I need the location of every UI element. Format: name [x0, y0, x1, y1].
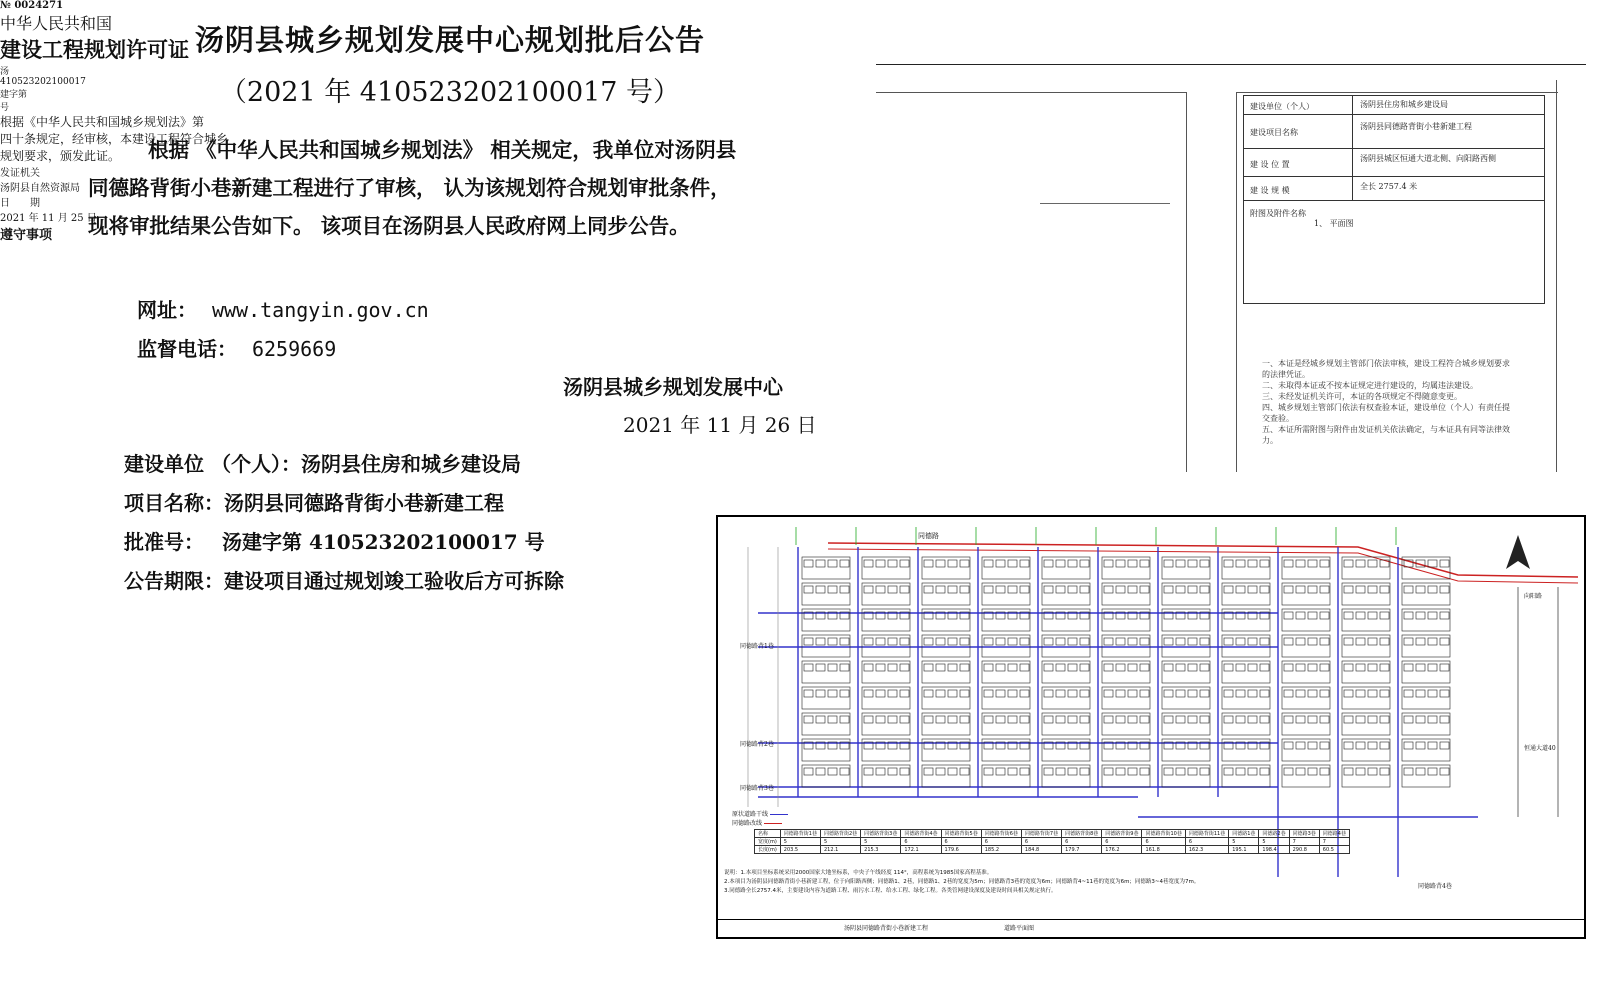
lane-table-cell: 198.4 — [1259, 846, 1289, 854]
permit-rule: 交查验。 — [1262, 414, 1294, 423]
map-note: 3.同德路全长2757.4米，主要建设内容为道路工程、雨污水工程、给水工程、绿化工程。各类管网建设深度及建设时间具相关规定执行。 — [724, 888, 1057, 894]
map-title-project: 汤阴县同德路背街小巷新建工程 — [844, 925, 929, 932]
permit-rules-list — [1262, 358, 1552, 446]
lane-table-header-row — [755, 830, 1350, 838]
permit-table-value: 全长 2757.4 米 — [1360, 182, 1418, 191]
lane-table-cell: 6 — [1142, 838, 1185, 846]
permit-attachments-label: 附图及附件名称 — [1250, 209, 1306, 218]
lane-table-cell: 7 — [1289, 838, 1319, 846]
permit-rule: 力。 — [1262, 436, 1278, 445]
phone-row — [137, 333, 336, 362]
permit-table-label: 建 设 规 模 — [1250, 186, 1290, 195]
notice-subtitle: （2021 年 410523202100017 号） — [219, 77, 681, 108]
lane-table-header-cell: 名称 — [755, 830, 781, 838]
permit-table-value: 汤阴县城区恒通大道北侧、向阳路西侧 — [1360, 154, 1496, 163]
permit-table-label: 建设项目名称 — [1250, 128, 1298, 137]
permit-attachments: 1、 平面图 — [1314, 219, 1354, 228]
lane-table-cell: 7 — [1319, 838, 1349, 846]
legend-item — [732, 818, 788, 827]
lane-table-cell: 215.3 — [861, 846, 901, 854]
lane-table-cell: 长度(m) — [755, 846, 781, 854]
legend-swatch — [770, 814, 788, 815]
permit-inner-border-right — [1236, 92, 1237, 472]
field-approval-label: 批准号： — [124, 530, 204, 554]
lane-table-length-row — [755, 846, 1350, 854]
map-label-lane-3: 同德路背3巷 — [740, 785, 774, 792]
permit-inner-border-left-top — [876, 92, 1186, 93]
permit-number-underline — [1040, 203, 1170, 204]
lane-table-cell: 6 — [1062, 838, 1102, 846]
permit-info-table — [1243, 95, 1545, 304]
lane-table-cell: 179.6 — [941, 846, 981, 854]
map-legend — [732, 809, 788, 827]
map-notes — [724, 869, 1344, 896]
lane-table-cell: 161.8 — [1142, 846, 1185, 854]
legend-label: 同德路改线 — [732, 820, 763, 827]
notice-title: 汤阴县城乡规划发展中心规划批后公告 — [194, 23, 705, 57]
permit-issuer-label: 发证机关 — [0, 168, 40, 179]
legend-item — [732, 809, 788, 818]
lane-table-cell: 5 — [1229, 838, 1259, 846]
lane-table-cell: 203.5 — [780, 846, 820, 854]
map-label-lane-4: 同德路背4巷 — [1418, 883, 1452, 890]
permit-title: 建设工程规划许可证 — [0, 37, 189, 62]
permit-table-row — [1244, 177, 1544, 201]
permit-table-value: 汤阴县同德路背街小巷新建工程 — [1360, 122, 1472, 131]
permit-body-line-1: 根据《中华人民共和国城乡规划法》第 — [0, 115, 205, 129]
permit-right-edge — [1556, 80, 1557, 472]
lane-table-cell: 6 — [1185, 838, 1228, 846]
lane-table-cell: 60.5 — [1319, 846, 1349, 854]
lane-table-cell: 6 — [941, 838, 981, 846]
permit-top-border — [876, 64, 1586, 65]
phone-number: 6259669 — [251, 337, 337, 361]
map-title-block — [718, 919, 1584, 936]
website-row — [137, 294, 429, 323]
lane-table-cell: 6 — [981, 838, 1021, 846]
lane-table-cell: 5 — [1259, 838, 1289, 846]
field-builder-label: 建设单位 （个人）： — [124, 452, 301, 476]
lane-table-cell: 212.1 — [820, 846, 860, 854]
permit-number-prefix: 汤 — [0, 67, 10, 77]
lane-table-cell: 6 — [901, 838, 941, 846]
field-project — [124, 487, 504, 516]
permit-rule: 的法律凭证。 — [1262, 370, 1310, 379]
legend-label: 原状道路干线 — [732, 811, 769, 818]
lane-table-header-cell: 同德路背街10巷 — [1142, 830, 1185, 838]
lane-table-cell: 176.2 — [1102, 846, 1142, 854]
website-label: 网址： — [137, 298, 197, 322]
lane-table-cell: 195.1 — [1229, 846, 1259, 854]
legend-swatch — [764, 823, 782, 824]
permit-table-row — [1244, 115, 1544, 149]
lane-table-header-cell: 同德路2巷 — [1259, 830, 1289, 838]
map-label-lane-1: 同德路背1巷 — [740, 643, 774, 650]
notice-body-line-3: 现将审批结果公告如下。 该项目在汤阴县人民政府网上同步公告。 — [88, 214, 690, 238]
lane-table-header-cell: 同德路背街8巷 — [1062, 830, 1102, 838]
lane-table-cell: 172.1 — [901, 846, 941, 854]
map-label-hengtong: 恒通大道40 — [1524, 745, 1556, 752]
permit-number: 410523202100017 — [0, 77, 86, 87]
notice-body-line-1: 根据 《中华人民共和国城乡规划法》 相关规定，我单位对汤阴县 — [148, 138, 737, 162]
lane-table-cell: 6 — [1102, 838, 1142, 846]
lane-table-header-cell: 同德路1巷 — [1229, 830, 1259, 838]
permit-table-row — [1244, 149, 1544, 177]
permit-rule: 三、未经发证机关许可，本证的各项规定不得随意变更。 — [1262, 392, 1462, 401]
road-site-plan — [716, 515, 1586, 939]
lane-dimension-table — [754, 829, 1350, 854]
lane-table-header-cell: 同德路背街5巷 — [941, 830, 981, 838]
lane-table-cell: 5 — [820, 838, 860, 846]
lane-table-header-cell: 同德路背街1巷 — [780, 830, 820, 838]
phone-label: 监督电话： — [137, 337, 237, 361]
lane-table-cell: 179.7 — [1062, 846, 1102, 854]
permit-number-mid: 建字第 — [0, 90, 28, 100]
permit-serial: № 0024271 — [0, 0, 64, 11]
lane-table-header-cell: 同德路4巷 — [1319, 830, 1349, 838]
permit-table-row — [1244, 96, 1544, 115]
permit-rule: 一、本证是经城乡规划主管部门依法审核，建设工程符合城乡规划要求 — [1262, 359, 1510, 368]
permit-center-fold — [1186, 92, 1187, 472]
website-link[interactable]: www.tangyin.gov.cn — [211, 298, 429, 322]
lane-table-header-cell: 同德路背街6巷 — [981, 830, 1021, 838]
lane-table-header-cell: 同德路背街7巷 — [1021, 830, 1061, 838]
lane-table-header-cell: 同德路背街3巷 — [861, 830, 901, 838]
field-approval — [124, 526, 545, 555]
field-period — [124, 565, 564, 594]
lane-table-cell: 290.8 — [1289, 846, 1319, 854]
field-approval-value: 汤建字第 410523202100017 号 — [222, 530, 545, 554]
map-label-lane-2: 同德路背2巷 — [740, 741, 774, 748]
lane-table-cell: 6 — [1021, 838, 1061, 846]
notice-body-line-2: 同德路背街小巷新建工程进行了审核， 认为该规划符合规划审批条件， — [88, 176, 731, 200]
lane-table-cell: 5 — [780, 838, 820, 846]
lane-table-header-cell: 同德路背街4巷 — [901, 830, 941, 838]
map-title-drawing: 道路平面图 — [1004, 925, 1035, 932]
map-note: 说明：1.本项目坐标系统采用2000国家大地坐标系，中央子午线经度 114°，高程系统为1985国家高程基准。 — [724, 870, 993, 876]
field-period-label: 公告期限： — [124, 569, 224, 593]
field-builder-value: 汤阴县住房和城乡建设局 — [300, 452, 521, 476]
permit-rule: 四、城乡规划主管部门依法有权查验本证，建设单位（个人）有责任提 — [1262, 403, 1510, 412]
permit-body-line-3: 规划要求，颁发此证。 — [0, 149, 121, 163]
lane-table-cell: 5 — [861, 838, 901, 846]
permit-rules-title: 遵守事项 — [0, 228, 53, 243]
permit-table-label: 建 设 位 置 — [1250, 160, 1290, 169]
permit-table-label: 建设单位（个人） — [1250, 102, 1314, 111]
field-builder — [124, 448, 521, 477]
permit-date: 2021 年 11 月 25 日 — [0, 213, 97, 224]
notice-issuer: 汤阴县城乡规划发展中心 — [563, 375, 783, 399]
lane-table-header-cell: 同德路背街2巷 — [820, 830, 860, 838]
lane-table-header-cell: 同德路3巷 — [1289, 830, 1319, 838]
map-label-road: 同德路 — [918, 532, 939, 540]
permit-rule: 二、未取得本证或不按本证规定进行建设的，均属违法建设。 — [1262, 381, 1478, 390]
field-project-label: 项目名称： — [124, 491, 224, 515]
lane-table-cell: 185.2 — [981, 846, 1021, 854]
permit-country: 中华人民共和国 — [0, 14, 113, 33]
map-note: 2.本项目为汤阴县同德路背街小巷新建工程，位于向阳路西侧；同德路1、2巷，同德路1、2巷的宽度为5m；同德路背3巷的宽度为6m；同德路背4~11巷的宽度为6m；同德路3~4巷宽度为7m。 — [724, 879, 1200, 885]
permit-inner-border-right-top — [1236, 92, 1558, 93]
permit-issuer: 汤阴县自然资源局 — [0, 183, 80, 194]
permit-date-label: 日 期 — [0, 198, 40, 209]
lane-table-cell: 宽度(m) — [755, 838, 781, 846]
lane-table-cell: 184.8 — [1021, 846, 1061, 854]
lane-table-cell: 162.3 — [1185, 846, 1228, 854]
field-project-value: 汤阴县同德路背街小巷新建工程 — [224, 491, 504, 515]
permit-body-line-2: 四十条规定，经审核，本建设工程符合城乡 — [0, 132, 229, 146]
lane-table-header-cell: 同德路背街9巷 — [1102, 830, 1142, 838]
notice-date: 2021 年 11 月 26 日 — [623, 413, 817, 437]
permit-table-value: 汤阴县住房和城乡建设局 — [1360, 100, 1448, 109]
field-period-value: 建设项目通过规划竣工验收后方可拆除 — [224, 569, 564, 593]
lane-table-width-row — [755, 838, 1350, 846]
lane-table-header-cell: 同德路背街11巷 — [1185, 830, 1228, 838]
permit-number-suffix: 号 — [0, 103, 10, 113]
map-label-xiangyang: 向阳路 — [1524, 593, 1543, 600]
permit-rule: 五、本证所需附图与附件由发证机关依法确定，与本证具有同等法律效 — [1262, 425, 1510, 434]
